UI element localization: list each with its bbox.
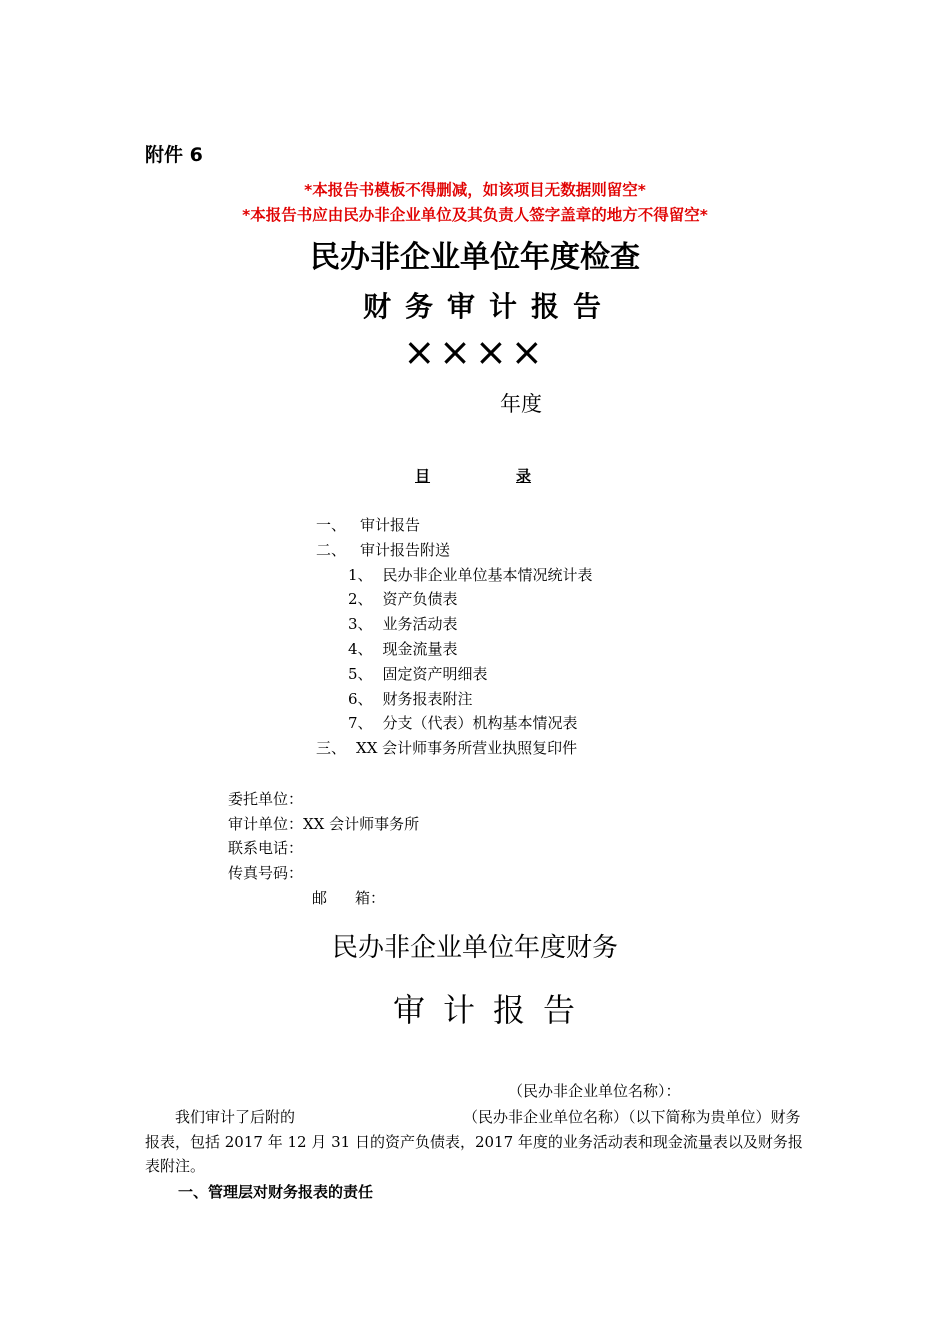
cover-title: 民办非企业单位年度检查 bbox=[310, 240, 640, 275]
cover-subtitle: 财务审计报告 bbox=[362, 290, 615, 323]
section-heading-1: 一、管理层对财务报表的责任 bbox=[178, 1183, 374, 1201]
toc-item-text: 资产负债表 bbox=[382, 590, 458, 608]
toc-item-num: 6、 bbox=[348, 690, 373, 708]
toc-item-num: 三、 bbox=[316, 739, 347, 757]
report-intro-paragraph bbox=[145, 1105, 810, 1179]
toc-item-8 bbox=[348, 688, 473, 709]
toc-item-text: 现金流量表 bbox=[382, 640, 458, 658]
notice-template: *本报告书模板不得删减，如该项目无数据则留空* bbox=[304, 181, 646, 199]
email-label-a: 邮 bbox=[312, 889, 328, 907]
attachment-label: 附件 6 bbox=[145, 144, 203, 166]
audit-unit-label: 审计单位：XX 会计师事务所 bbox=[228, 815, 420, 833]
toc-item-text: 业务活动表 bbox=[382, 615, 458, 633]
toc-item-2 bbox=[316, 539, 450, 560]
report-subtitle: 审计报告 bbox=[392, 991, 593, 1029]
toc-item-5 bbox=[348, 613, 458, 634]
toc-item-num: 7、 bbox=[348, 714, 373, 732]
toc-item-num: 1、 bbox=[348, 566, 373, 584]
toc-item-text: 审计报告附送 bbox=[360, 541, 451, 559]
report-title: 民办非企业单位年度财务 bbox=[331, 933, 618, 963]
toc-item-num: 二、 bbox=[316, 541, 347, 559]
toc-item-text: 审计报告 bbox=[360, 516, 421, 534]
year-suffix: 年度 bbox=[500, 392, 542, 416]
toc-item-text: 分支（代表）机构基本情况表 bbox=[382, 714, 578, 732]
client-unit-label: 委托单位： bbox=[228, 790, 304, 808]
toc-item-1 bbox=[316, 514, 420, 535]
year-placeholder-marks: ×××× bbox=[403, 330, 547, 374]
email-label-b: 箱： bbox=[355, 889, 386, 907]
toc-item-num: 一、 bbox=[316, 516, 347, 534]
toc-item-text: XX 会计师事务所营业执照复印件 bbox=[356, 739, 578, 757]
toc-item-7 bbox=[348, 663, 488, 684]
toc-title-left: 目 bbox=[415, 467, 431, 485]
toc-title-right: 录 bbox=[516, 467, 532, 485]
toc-item-num: 5、 bbox=[348, 665, 373, 683]
toc-item-text: 财务报表附注 bbox=[382, 690, 473, 708]
toc-item-10 bbox=[316, 737, 577, 758]
notice-signature: *本报告书应由民办非企业单位及其负责人签字盖章的地方不得留空* bbox=[242, 206, 708, 224]
report-addressee: （民办非企业单位名称）： bbox=[508, 1082, 681, 1100]
intro-rest: （民办非企业单位名称）（以下简称为贵单位）财务报表，包括 2017 年 12 月 31 日的资产负债表，2017 年度的业务活动表和现金流量表以及财务报表附注。 bbox=[145, 1108, 803, 1175]
toc-title bbox=[415, 465, 531, 486]
toc-item-text: 民办非企业单位基本情况统计表 bbox=[382, 566, 593, 584]
toc-item-num: 3、 bbox=[348, 615, 373, 633]
toc-item-num: 4、 bbox=[348, 640, 373, 658]
intro-start: 我们审计了后附的 bbox=[175, 1108, 296, 1126]
toc-item-num: 2、 bbox=[348, 590, 373, 608]
toc-item-9 bbox=[348, 712, 578, 733]
fax-label: 传真号码： bbox=[228, 864, 304, 882]
toc-item-6 bbox=[348, 638, 458, 659]
toc-item-3 bbox=[348, 564, 593, 585]
toc-item-text: 固定资产明细表 bbox=[382, 665, 488, 683]
email-label bbox=[312, 887, 385, 908]
phone-label: 联系电话： bbox=[228, 839, 304, 857]
toc-item-4 bbox=[348, 588, 458, 609]
